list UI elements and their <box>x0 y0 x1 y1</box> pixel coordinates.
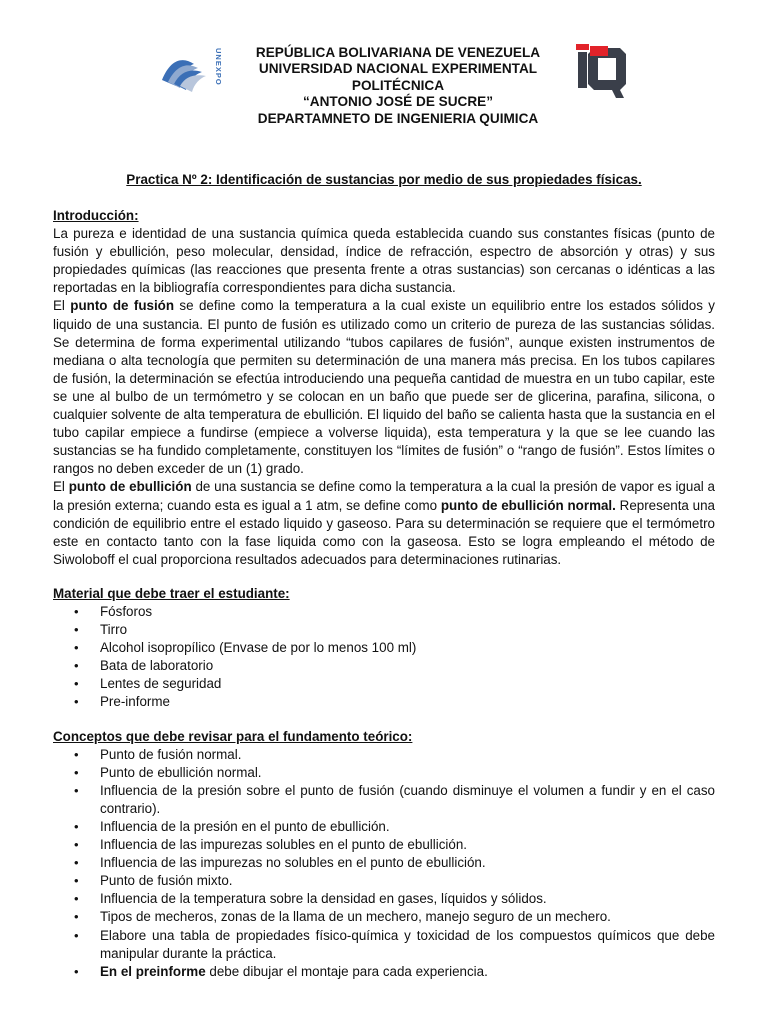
p3-bold-term-2: punto de ebullición normal. <box>440 497 616 513</box>
institution-header <box>200 45 596 127</box>
header-line-1: REPÚBLICA BOLIVARIANA DE VENEZUELA <box>255 45 541 60</box>
header-line-5: DEPARTAMNETO DE INGENIERIA QUIMICA <box>257 110 539 126</box>
intro-paragraph-2 <box>53 297 715 478</box>
header-line-4: “ANTONIO JOSÉ DE SUCRE” <box>302 94 494 110</box>
concepts-list <box>53 746 715 981</box>
p3-prefix: El <box>53 479 69 495</box>
list-item: • Punto de fusión normal. <box>100 746 715 764</box>
p3-body: Representa una condición de equilibrio entre el estado liquido y gaseoso. Para su determinación se requiere que el termómetro este en contacto tanto con la fase liquida como con la gaseosa. Esto se logra empleando el método de Siwoloboff el cual proporciona resultados adecuados para determinaciones rutinarias. <box>53 497 716 567</box>
p3-bold-term: punto de ebullición <box>68 479 192 495</box>
preinforme-bold: En el preinforme <box>100 963 206 979</box>
unexpo-vertical-text: UNEXPO <box>214 48 223 86</box>
list-item: • Alcohol isopropílico (Envase de por lo menos 100 ml) <box>100 639 715 657</box>
header-line-2: UNIVERSIDAD NACIONAL EXPERIMENTAL <box>258 61 538 77</box>
list-item: • Tirro <box>100 621 715 639</box>
intro-paragraph-3 <box>53 478 715 568</box>
list-item: • Lentes de seguridad <box>100 675 715 693</box>
header-line-3: POLITÉCNICA <box>351 77 445 93</box>
list-item: • Fósforos <box>100 603 715 621</box>
intro-heading: Introducción: <box>53 208 139 223</box>
list-item-preinforme <box>100 963 715 981</box>
document-body <box>53 207 715 981</box>
p2-prefix: El <box>53 298 71 314</box>
list-item: • Influencia de la presión en el punto de ebullición. <box>100 818 715 836</box>
p2-bold-term: punto de fusión <box>70 298 175 314</box>
list-item: • Pre-informe <box>100 693 715 711</box>
list-item: • Influencia de la presión sobre el punto de fusión (cuando disminuye el volumen a fundir y en el caso contrario). <box>100 782 715 818</box>
materials-heading: Material que debe traer el estudiante: <box>53 585 290 601</box>
list-item: • Bata de laboratorio <box>100 657 715 675</box>
materials-list <box>53 603 715 712</box>
preinforme-rest: debe dibujar el montaje para cada experiencia. <box>205 963 488 979</box>
intro-paragraph-1: La pureza e identidad de una sustancia química queda establecida cuando sus constantes físicas (punto de fusión y ebullición, peso molecular, densidad, índice de refracción, espectro de absorción y otras) y sus propiedades químicas (las reacciones que presenta frente a otras sustancias) son cercanas o idénticas a las reportadas en la bibliografía correspondientes para dicha sustancia. <box>53 226 715 296</box>
list-item: • Influencia de las impurezas no solubles en el punto de ebullición. <box>100 854 715 872</box>
p3-middle: de una sustancia se define como la temperatura a la cual la presión de vapor es igual a la presión externa; cuando esta es igual a 1 atm, se define como <box>53 479 715 513</box>
practice-title: Practica Nº 2: Identificación de sustancias por medio de sus propiedades físicas. <box>126 172 642 187</box>
list-item: • Punto de ebullición normal. <box>100 764 715 782</box>
list-item: • Influencia de las impurezas solubles en el punto de ebullición. <box>100 836 715 854</box>
concepts-heading: Conceptos que debe revisar para el fundamento teórico: <box>53 728 413 744</box>
list-item: • Elabore una tabla de propiedades físico-química y toxicidad de los compuestos químicos que debe manipular durante la práctica. <box>100 927 715 963</box>
iq-logo-text: IQ <box>672 142 674 143</box>
list-item: • Influencia de la temperatura sobre la densidad en gases, líquidos y sólidos. <box>100 890 715 908</box>
p2-body: se define como la temperatura a la cual existe un equilibrio entre los estados sólidos y liquido de una sustancia. El punto de fusión es utilizado como un criterio de pureza de las sustancias sólidas. Se determina de forma experimental utilizando “tubos capilares de fusión”, aunque existen instrumentos de mediana o alta tecnología que permiten su determinación de una manera más precisa. En los tubos capilares de fusión, la determinación se efectúa introduciendo una pequeña cantidad de muestra en un tubo capilar, este se une al bulbo de un termómetro y se colocan en un baño que puede ser de glicerina, parafina, silicona, o cualquier solvente de alta temperatura de ebullición. El liquido del baño se calienta hasta que la sustancia en el tubo capilar empiece a fundirse (empiece a volverse liquida), esta temperatura y la que se lee cuando las sustancias se ha fundido completamente, constituyen los “límites de fusión” o “rango de fusión”. Estos límites o rangos no deben exceder de un (1) grado. <box>53 298 715 477</box>
list-item: • Tipos de mecheros, zonas de la llama de un mechero, manejo seguro de un mechero. <box>100 908 715 926</box>
list-item: • Punto de fusión mixto. <box>100 872 715 890</box>
